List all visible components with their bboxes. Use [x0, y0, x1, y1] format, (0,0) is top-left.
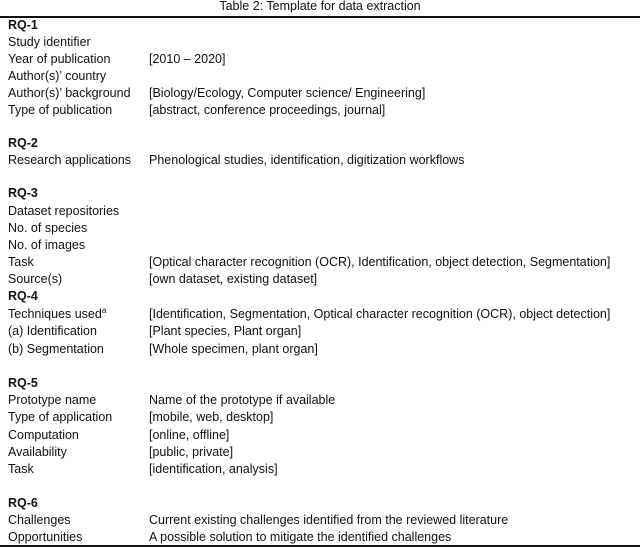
row-label: Task: [8, 462, 34, 476]
section-heading: RQ-5: [8, 376, 38, 390]
row-label: Computation: [8, 428, 79, 442]
row-value: [Optical character recognition (OCR), Identification, object detection, Segmentation]: [149, 255, 611, 269]
row-label: Source(s): [8, 272, 63, 286]
row-value: [identification, analysis]: [149, 462, 278, 476]
row-label: Type of application: [8, 410, 113, 424]
row-value: [Plant species, Plant organ]: [149, 324, 302, 338]
row-value: Name of the prototype if available: [149, 393, 336, 407]
row-label: Opportunities: [8, 530, 83, 544]
row-value: [public, private]: [149, 445, 234, 459]
table-row: [8, 203, 638, 220]
table-row: [8, 51, 638, 68]
row-label: Dataset repositories: [8, 204, 120, 218]
table-row: [8, 271, 638, 288]
table-row: [8, 237, 638, 254]
table-row: [8, 409, 638, 426]
section-header-row: [8, 185, 638, 202]
row-label: Author(s)’ background: [8, 86, 131, 100]
row-value: [own dataset, existing dataset]: [149, 272, 318, 286]
table-row: [8, 512, 638, 529]
row-label: (b) Segmentation: [8, 342, 104, 356]
section-heading: RQ-1: [8, 18, 38, 32]
row-value: [Whole specimen, plant organ]: [149, 342, 318, 356]
row-label: Author(s)’ country: [8, 69, 107, 83]
section-header-row: [8, 17, 638, 34]
table-row: [8, 220, 638, 237]
table-row: [8, 102, 638, 119]
table-caption: Table 2: Template for data extraction: [219, 0, 421, 13]
row-label: Challenges: [8, 513, 71, 527]
section-header-row: [8, 288, 638, 305]
section-heading: RQ-4: [8, 289, 38, 303]
section-heading: RQ-2: [8, 136, 38, 150]
row-label: No. of species: [8, 221, 88, 235]
row-value: [online, offline]: [149, 428, 230, 442]
section-header-row: [8, 495, 638, 512]
row-label: No. of images: [8, 238, 86, 252]
section-header-row: [8, 135, 638, 152]
table-row: [8, 341, 638, 358]
section-heading: RQ-6: [8, 496, 38, 510]
row-label: Task: [8, 255, 34, 269]
section-header-row: [8, 375, 638, 392]
table-row: [8, 152, 638, 169]
row-label: Prototype name: [8, 393, 97, 407]
row-label: (a) Identification: [8, 324, 97, 338]
table-row: [8, 427, 638, 444]
table-row: [8, 392, 638, 409]
table-row: [8, 461, 638, 478]
table-row: [8, 34, 638, 51]
row-value: Phenological studies, identification, digitization workflows: [149, 153, 465, 167]
row-value: [2010 – 2020]: [149, 52, 226, 66]
row-label: Study identifier: [8, 35, 91, 49]
row-value: [Identification, Segmentation, Optical character recognition (OCR), object detection]: [149, 307, 611, 321]
row-value: [mobile, web, desktop]: [149, 410, 274, 424]
row-value: [abstract, conference proceedings, journal]: [149, 103, 386, 117]
table-row: [8, 529, 638, 546]
table-row: [8, 254, 638, 271]
table-row: [8, 323, 638, 340]
footnote-marker: a: [101, 306, 107, 315]
row-value: A possible solution to mitigate the identified challenges: [149, 530, 452, 544]
row-label: Year of publication: [8, 52, 111, 66]
row-label: Type of publication: [8, 103, 113, 117]
table-row: [8, 85, 638, 102]
row-value: [Biology/Ecology, Computer science/ Engineering]: [149, 86, 426, 100]
row-label: Techniques used$^a$: [8, 306, 107, 321]
table-row: [8, 68, 638, 85]
table-row: [8, 306, 638, 323]
row-value: Current existing challenges identified from the reviewed literature: [149, 513, 509, 527]
table-row: [8, 444, 638, 461]
section-heading: RQ-3: [8, 186, 38, 200]
row-label: Research applications: [8, 153, 131, 167]
row-label: Availability: [8, 445, 67, 459]
